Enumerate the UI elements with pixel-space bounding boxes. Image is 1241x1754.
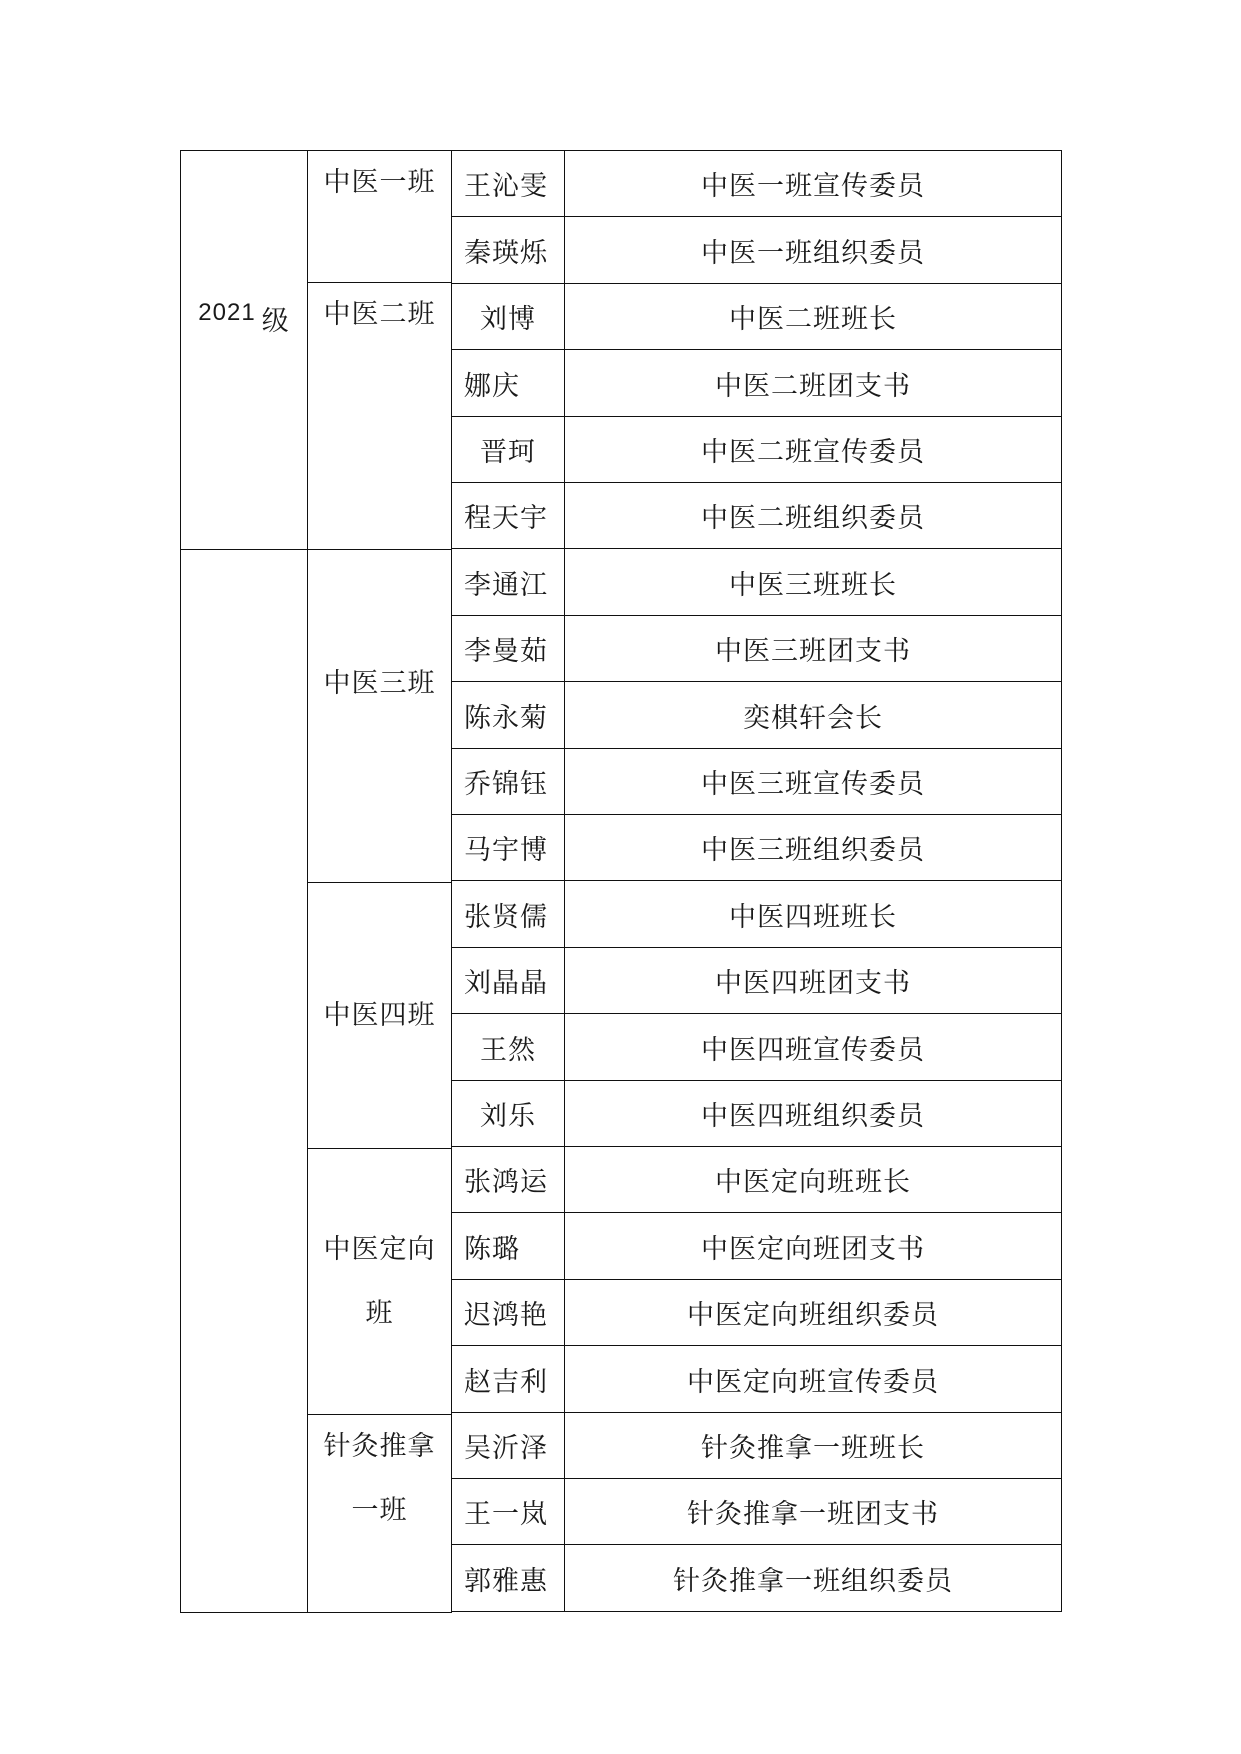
member-name: 马宇博 xyxy=(464,835,548,866)
member-role: 中医三班班长 xyxy=(729,569,897,601)
member-role: 针灸推拿一班团支书 xyxy=(687,1499,939,1530)
class-cell xyxy=(307,549,452,883)
member-role-cell xyxy=(564,1013,1062,1081)
year-suffix: 级 xyxy=(261,306,290,337)
member-role: 中医二班宣传委员 xyxy=(701,437,925,468)
member-role: 中医四班组织委员 xyxy=(701,1101,925,1132)
member-role-cell xyxy=(564,150,1062,217)
member-name-cell xyxy=(451,1412,565,1479)
member-name: 张贤儒 xyxy=(464,901,548,933)
member-role-cell xyxy=(564,1412,1062,1479)
member-name-cell xyxy=(451,548,565,616)
member-name-cell xyxy=(451,1146,565,1213)
member-role-cell xyxy=(564,748,1062,815)
member-name-cell xyxy=(451,1080,565,1147)
member-name: 王然 xyxy=(480,1034,536,1066)
year-number: 2021 xyxy=(198,299,256,326)
member-name: 张鸿运 xyxy=(464,1167,548,1198)
member-name-cell xyxy=(451,880,565,948)
member-role-cell xyxy=(564,482,1062,549)
class-label: 针灸推拿一班 xyxy=(323,1431,436,1526)
member-name-cell xyxy=(451,283,565,350)
member-name-cell xyxy=(451,150,565,217)
class-cell xyxy=(307,882,452,1149)
member-name-cell xyxy=(451,1345,565,1413)
class-label: 中医三班 xyxy=(323,668,436,699)
member-role-cell xyxy=(564,1544,1062,1612)
member-name: 乔锦钰 xyxy=(464,769,548,800)
member-role: 中医一班宣传委员 xyxy=(701,171,925,202)
member-role: 中医三班宣传委员 xyxy=(701,769,925,800)
member-role: 中医定向班班长 xyxy=(715,1167,911,1198)
member-role: 中医三班组织委员 xyxy=(701,835,925,866)
member-name-cell xyxy=(451,748,565,815)
member-name-cell xyxy=(451,681,565,749)
member-name: 程天宇 xyxy=(464,503,548,534)
member-name-cell xyxy=(451,216,565,284)
member-role: 中医定向班团支书 xyxy=(701,1233,925,1265)
class-label: 中医一班 xyxy=(323,167,436,198)
member-name: 迟鸿艳 xyxy=(464,1300,548,1331)
member-role-cell xyxy=(564,1146,1062,1213)
member-role: 中医一班组织委员 xyxy=(701,237,925,269)
officer-table xyxy=(180,150,1062,1613)
member-name-cell xyxy=(451,1212,565,1280)
member-role-cell xyxy=(564,880,1062,948)
member-role-cell xyxy=(564,1080,1062,1147)
member-role-cell xyxy=(564,1345,1062,1413)
member-role: 针灸推拿一班班长 xyxy=(701,1433,925,1464)
member-role: 中医二班组织委员 xyxy=(701,503,925,534)
member-role: 中医定向班宣传委员 xyxy=(687,1366,939,1398)
year-cell xyxy=(180,150,308,550)
member-role-cell xyxy=(564,349,1062,417)
member-name: 陈永菊 xyxy=(464,702,548,734)
member-name: 刘博 xyxy=(480,304,536,335)
member-role: 中医四班班长 xyxy=(729,901,897,933)
member-name-cell xyxy=(451,1478,565,1545)
class-label: 中医定向班 xyxy=(323,1233,436,1329)
member-name: 秦瑛烁 xyxy=(464,237,548,269)
member-role-cell xyxy=(564,283,1062,350)
class-cell xyxy=(307,1148,452,1415)
member-name: 晋珂 xyxy=(480,437,536,468)
member-role-cell xyxy=(564,1212,1062,1280)
member-name-cell xyxy=(451,814,565,881)
member-name-cell xyxy=(451,416,565,483)
member-name: 王沁雯 xyxy=(464,171,548,202)
member-name: 赵吉利 xyxy=(464,1366,548,1398)
member-role-cell xyxy=(564,814,1062,881)
member-name-cell xyxy=(451,1279,565,1346)
member-name: 李通江 xyxy=(464,569,548,601)
member-name-cell xyxy=(451,947,565,1014)
member-name-cell xyxy=(451,482,565,549)
member-role: 中医定向班组织委员 xyxy=(687,1300,939,1331)
member-role: 中医二班班长 xyxy=(729,304,897,335)
class-cell xyxy=(307,282,452,550)
member-name: 刘乐 xyxy=(480,1101,536,1132)
member-name: 刘晶晶 xyxy=(464,968,548,999)
year-cell-empty xyxy=(180,549,308,1613)
member-name: 李曼茹 xyxy=(464,636,548,667)
member-role-cell xyxy=(564,615,1062,682)
member-role: 针灸推拿一班组织委员 xyxy=(673,1565,953,1597)
class-cell xyxy=(307,1414,452,1613)
member-name: 娜庆 xyxy=(464,370,520,402)
member-name-cell xyxy=(451,349,565,417)
member-name-cell xyxy=(451,615,565,682)
class-label: 中医四班 xyxy=(323,999,436,1031)
member-role: 中医四班团支书 xyxy=(715,968,911,999)
member-role: 奕棋轩会长 xyxy=(743,702,883,734)
member-role-cell xyxy=(564,947,1062,1014)
member-role: 中医四班宣传委员 xyxy=(701,1034,925,1066)
member-name: 郭雅惠 xyxy=(464,1565,548,1597)
class-label: 中医二班 xyxy=(323,299,436,330)
member-name: 陈璐 xyxy=(464,1233,520,1265)
member-role-cell xyxy=(564,548,1062,616)
member-role: 中医三班团支书 xyxy=(715,636,911,667)
member-role-cell xyxy=(564,216,1062,284)
member-name: 王一岚 xyxy=(464,1499,548,1530)
member-role-cell xyxy=(564,1279,1062,1346)
member-name-cell xyxy=(451,1544,565,1612)
member-role: 中医二班团支书 xyxy=(715,370,911,402)
member-role-cell xyxy=(564,681,1062,749)
member-name: 吴沂泽 xyxy=(464,1433,548,1464)
class-cell xyxy=(307,150,452,283)
member-name-cell xyxy=(451,1013,565,1081)
member-role-cell xyxy=(564,416,1062,483)
member-role-cell xyxy=(564,1478,1062,1545)
